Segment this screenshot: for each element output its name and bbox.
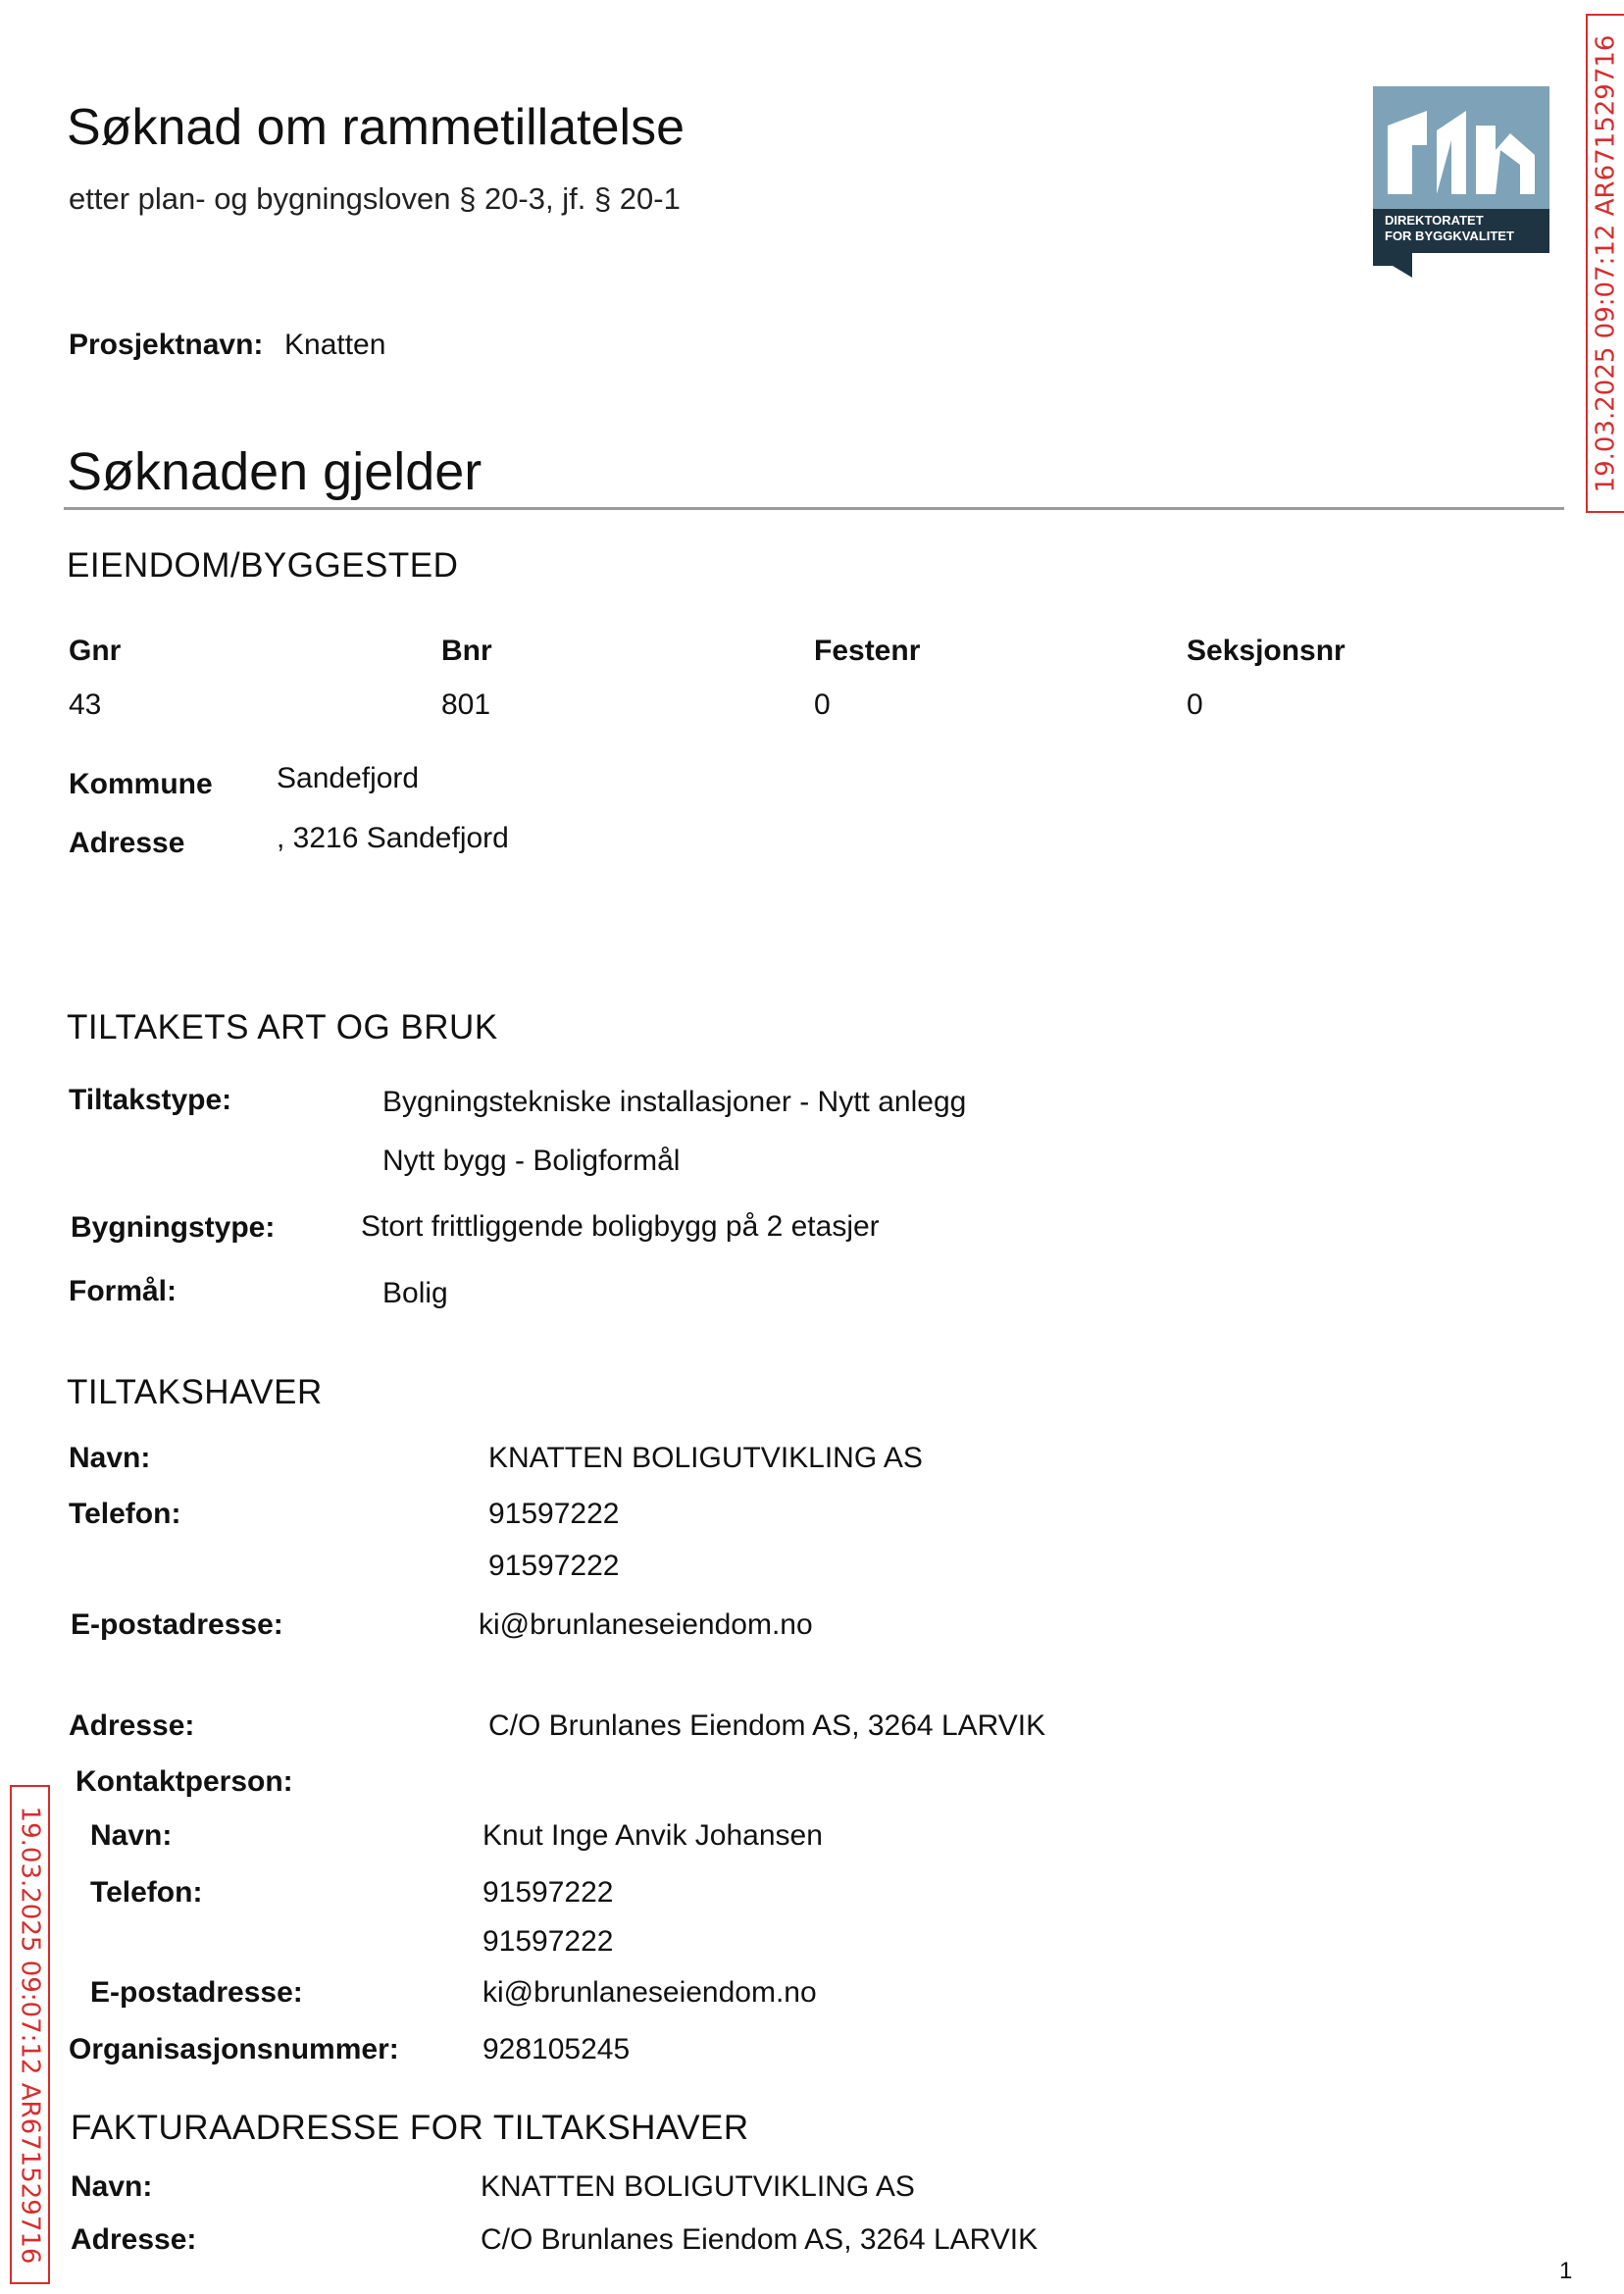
festenr-label: Festenr	[814, 635, 921, 667]
contact-phone-value-2: 91597222	[482, 1925, 614, 1958]
bygningstype-value: Stort frittliggende boligbygg på 2 etasjer	[361, 1210, 880, 1243]
contact-name-label: Navn:	[90, 1819, 173, 1852]
owner-email-value: ki@brunlaneseiendom.no	[479, 1608, 813, 1641]
billing-heading: FAKTURAADRESSE FOR TILTAKSHAVER	[71, 2109, 749, 2147]
owner-phone-value-1: 91597222	[488, 1498, 620, 1530]
page-subtitle: etter plan- og bygningsloven § 20-3, jf. § 20-1	[69, 181, 681, 216]
bnr-label: Bnr	[441, 635, 492, 667]
contact-name-value: Knut Inge Anvik Johansen	[482, 1819, 823, 1852]
owner-phone-value-2: 91597222	[488, 1550, 620, 1582]
logo-text-line2: FOR BYGGKVALITET	[1385, 229, 1514, 243]
kommune-label: Kommune	[69, 768, 213, 800]
billing-name-label: Navn:	[71, 2170, 153, 2203]
orgnr-value: 928105245	[482, 2033, 631, 2065]
page-title: Søknad om rammetillatelse	[67, 99, 685, 156]
contact-phone-value-1: 91597222	[482, 1876, 614, 1909]
billing-address-value: C/O Brunlanes Eiendom AS, 3264 LARVIK	[481, 2223, 1039, 2256]
page-number: 1	[1559, 2258, 1573, 2284]
owner-address-value: C/O Brunlanes Eiendom AS, 3264 LARVIK	[488, 1709, 1046, 1742]
project-name-label: Prosjektnavn:	[69, 329, 264, 361]
stamp-text: 19.03.2025 09:07:12 AR671529716	[15, 1806, 45, 2264]
festenr-value: 0	[814, 688, 831, 721]
bnr-value: 801	[441, 688, 491, 721]
measure-heading: TILTAKETS ART OG BRUK	[67, 1008, 498, 1046]
gnr-label: Gnr	[69, 635, 122, 667]
seksjonsnr-label: Seksjonsnr	[1187, 635, 1345, 667]
gnr-value: 43	[69, 688, 102, 721]
orgnr-label: Organisasjonsnummer:	[69, 2033, 399, 2065]
billing-name-value: KNATTEN BOLIGUTVIKLING AS	[481, 2170, 915, 2203]
logo-text-line1: DIREKTORATET	[1385, 213, 1484, 228]
owner-name-label: Navn:	[69, 1442, 151, 1474]
tiltakstype-value-1: Bygningstekniske installasjoner - Nytt anlegg	[382, 1086, 967, 1118]
owner-name-value: KNATTEN BOLIGUTVIKLING AS	[488, 1442, 923, 1474]
formal-label: Formål:	[69, 1275, 178, 1307]
bygningstype-label: Bygningstype:	[71, 1211, 276, 1244]
contact-email-value: ki@brunlaneseiendom.no	[482, 1976, 817, 2009]
contact-person-label: Kontaktperson:	[76, 1765, 293, 1798]
owner-phone-label: Telefon:	[69, 1498, 181, 1530]
dibk-logo	[1373, 86, 1549, 278]
stamp-text: 19.03.2025 09:07:12 AR671529716	[1591, 34, 1621, 492]
section-title: Søknaden gjelder	[67, 442, 482, 501]
adresse-value: , 3216 Sandefjord	[277, 822, 509, 854]
timestamp-stamp-left	[10, 1785, 50, 2284]
tiltakstype-value-2: Nytt bygg - Boligformål	[382, 1145, 681, 1177]
project-name-value: Knatten	[284, 329, 386, 361]
adresse-label: Adresse	[69, 827, 185, 859]
tiltakstype-label: Tiltakstype:	[69, 1084, 232, 1116]
timestamp-stamp-right	[1586, 14, 1624, 513]
contact-phone-label: Telefon:	[90, 1876, 203, 1909]
billing-address-label: Adresse:	[71, 2223, 197, 2256]
seksjonsnr-value: 0	[1187, 688, 1203, 721]
formal-value: Bolig	[382, 1277, 448, 1309]
contact-email-label: E-postadresse:	[90, 1976, 303, 2009]
owner-email-label: E-postadresse:	[71, 1608, 283, 1641]
property-heading: EIENDOM/BYGGESTED	[67, 546, 459, 585]
owner-address-label: Adresse:	[69, 1709, 195, 1742]
section-divider	[64, 507, 1564, 510]
owner-heading: TILTAKSHAVER	[67, 1373, 323, 1411]
kommune-value: Sandefjord	[277, 762, 420, 794]
